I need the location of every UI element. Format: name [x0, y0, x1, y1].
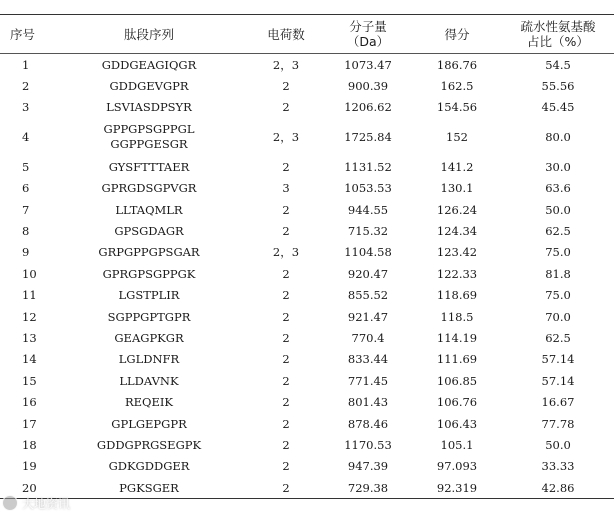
cell-sequence [50, 263, 248, 284]
cell-molecular-weight: 878.46 [347, 416, 389, 431]
cell-charge: 2 [282, 437, 290, 452]
header-hydro-line2: 占比（%） [527, 34, 589, 49]
sequence-line: GDDGPRGSEGPK [96, 437, 202, 452]
table-row [0, 349, 614, 370]
cell-score: 92.319 [412, 477, 502, 499]
table-row [0, 156, 614, 177]
cell-index: 1 [22, 57, 30, 72]
cell-hydrophobic-ratio: 62.5 [545, 224, 571, 239]
cell-hydrophobic-ratio: 30.0 [545, 159, 571, 174]
cell-sequence [50, 118, 248, 156]
cell-index: 13 [22, 330, 37, 345]
sequence-line: GDDGEAGIQGR [101, 57, 197, 72]
cell-hydrophobic-ratio: 81.8 [545, 266, 571, 281]
sequence-line: LGLDNFR [118, 352, 180, 367]
table-row [0, 178, 614, 199]
cell-score: 106.43 [436, 416, 478, 431]
sequence-line: GPRGDSGPVGR [101, 181, 197, 196]
cell-sequence [50, 370, 248, 391]
table-row [0, 199, 614, 220]
cell-hydrophobic-ratio: 57.14 [541, 373, 575, 388]
sequence-line: LLDAVNK [119, 373, 179, 388]
cell-score: 186.76 [436, 57, 478, 72]
cell-charge: 2 [282, 330, 290, 345]
header-hydro-line1: 疏水性氨基酸 [520, 19, 596, 34]
cell-hydrophobic-ratio: 80.0 [545, 129, 571, 144]
cell-sequence [50, 242, 248, 263]
header-charge: 电荷数 [248, 15, 324, 54]
cell-score: 130.1 [440, 181, 474, 196]
cell-index: 4 [22, 129, 30, 144]
cell-hydrophobic-ratio: 57.14 [541, 352, 575, 367]
sequence-line: GPLGEPGPR [111, 416, 187, 431]
header-row [0, 15, 614, 54]
cell-molecular-weight: 1206.62 [344, 100, 392, 115]
table-row [0, 285, 614, 306]
cell-charge: 3 [282, 181, 290, 196]
table-row [0, 263, 614, 284]
cell-sequence [50, 54, 248, 76]
cell-hydrophobic-ratio: 63.6 [545, 181, 571, 196]
cell-charge: 2 [282, 159, 290, 174]
cell-index: 12 [22, 309, 37, 324]
cell-charge: 2 [282, 266, 290, 281]
cell-molecular-weight: 947.39 [347, 459, 389, 474]
cell-molecular-weight: 855.52 [347, 288, 389, 303]
cell-sequence [50, 391, 248, 412]
sequence-line: PGKSGER [119, 480, 179, 495]
cell-sequence [50, 156, 248, 177]
table-row [0, 242, 614, 263]
cell-hydrophobic-ratio: 55.56 [541, 79, 575, 94]
cell-charge: 2 [282, 395, 290, 410]
cell-molecular-weight: 1725.84 [344, 129, 392, 144]
cell-molecular-weight: 1073.47 [344, 57, 392, 72]
table-row [0, 54, 614, 76]
cell-score: 141.2 [440, 159, 474, 174]
cell-molecular-weight: 921.47 [347, 309, 389, 324]
cell-index: 18 [22, 437, 37, 452]
cell-molecular-weight: 770.4 [351, 330, 385, 345]
cell-index: 20 [0, 477, 50, 499]
cell-molecular-weight: 833.44 [347, 352, 389, 367]
cell-hydrophobic-ratio: 75.0 [545, 288, 571, 303]
cell-index: 3 [22, 100, 30, 115]
table-row [0, 327, 614, 348]
cell-index: 10 [22, 266, 37, 281]
cell-molecular-weight: 729.38 [324, 477, 412, 499]
header-score: 得分 [412, 15, 502, 54]
sequence-line: GRPGPPGPSGAR [98, 245, 200, 260]
table-header [0, 15, 614, 54]
table-row [0, 413, 614, 434]
sequence-line: GPRGPSGPPGK [102, 266, 196, 281]
cell-sequence [50, 199, 248, 220]
cell-score: 152 [446, 129, 468, 144]
cell-index: 16 [22, 395, 37, 410]
sequence-line: REQEIK [124, 395, 173, 410]
header-molecular-weight [324, 15, 412, 54]
cell-sequence [50, 97, 248, 118]
cell-sequence [50, 327, 248, 348]
cell-molecular-weight: 920.47 [347, 266, 389, 281]
sequence-line: GPSGDAGR [114, 224, 184, 239]
cell-index: 9 [22, 245, 30, 260]
watermark [2, 494, 70, 512]
cell-score: 111.69 [436, 352, 478, 367]
cell-score: 114.19 [436, 330, 478, 345]
cell-molecular-weight: 1104.58 [344, 245, 392, 260]
sequence-line: GDKGDDGER [108, 459, 190, 474]
sequence-line: GGPPGESGR [110, 137, 188, 152]
table-row [0, 118, 614, 156]
watermark-text: 大地资讯 [22, 496, 71, 511]
cell-sequence [50, 349, 248, 370]
cell-score: 118.69 [436, 288, 478, 303]
table-row [0, 391, 614, 412]
cell-charge: 2 [282, 79, 290, 94]
table-row [0, 456, 614, 477]
cell-charge: 2，3 [272, 129, 300, 144]
table-row [0, 434, 614, 455]
cell-molecular-weight: 944.55 [347, 202, 389, 217]
header-index: 序号 [0, 15, 50, 54]
cell-score: 162.5 [440, 79, 474, 94]
table-row [0, 306, 614, 327]
cell-molecular-weight: 1170.53 [344, 437, 392, 452]
cell-score: 105.1 [440, 437, 474, 452]
cell-index: 7 [22, 202, 30, 217]
cell-hydrophobic-ratio: 75.0 [545, 245, 571, 260]
cell-molecular-weight: 1131.52 [344, 159, 392, 174]
cell-charge: 2 [282, 373, 290, 388]
cell-index: 8 [22, 224, 30, 239]
cell-sequence [50, 75, 248, 96]
cell-charge: 2，3 [272, 57, 300, 72]
cell-score: 106.76 [436, 395, 478, 410]
cell-hydrophobic-ratio: 50.0 [545, 437, 571, 452]
cell-score: 123.42 [436, 245, 478, 260]
cell-score: 118.5 [440, 309, 474, 324]
cell-charge: 2 [248, 477, 324, 499]
cell-charge: 2 [282, 202, 290, 217]
cell-charge: 2 [282, 459, 290, 474]
cell-molecular-weight: 771.45 [347, 373, 389, 388]
cell-score: 122.33 [436, 266, 478, 281]
cell-sequence [50, 178, 248, 199]
table-row [0, 477, 614, 499]
cell-sequence [50, 434, 248, 455]
header-hydrophobic-ratio [502, 15, 614, 54]
sequence-line: GYSFTTTAER [108, 159, 190, 174]
cell-hydrophobic-ratio: 62.5 [545, 330, 571, 345]
cell-hydrophobic-ratio: 70.0 [545, 309, 571, 324]
cell-sequence [50, 477, 248, 499]
cell-charge: 2 [282, 352, 290, 367]
cell-score: 124.34 [436, 224, 478, 239]
cell-hydrophobic-ratio: 16.67 [541, 395, 575, 410]
cell-charge: 2 [282, 288, 290, 303]
sequence-line: GDDGEVGPR [109, 79, 189, 94]
sequence-line: GPPGPSGPPGL [103, 122, 195, 137]
cell-score: 126.24 [436, 202, 478, 217]
table-row [0, 97, 614, 118]
sequence-line: SGPPGPTGPR [107, 309, 191, 324]
cell-hydrophobic-ratio: 42.86 [502, 477, 614, 499]
header-sequence: 肽段序列 [50, 15, 248, 54]
cell-charge: 2 [282, 416, 290, 431]
cell-index: 5 [22, 159, 30, 174]
cell-charge: 2 [282, 224, 290, 239]
table-row [0, 75, 614, 96]
cell-sequence [50, 456, 248, 477]
cell-charge: 2 [282, 100, 290, 115]
cell-score: 97.093 [436, 459, 478, 474]
table-body [0, 54, 614, 499]
peptide-table [0, 14, 614, 499]
cell-hydrophobic-ratio: 45.45 [541, 100, 575, 115]
cell-hydrophobic-ratio: 77.78 [541, 416, 575, 431]
cell-index: 15 [22, 373, 37, 388]
sequence-line: LSVIASDPSYR [106, 100, 192, 115]
header-mw-line1: 分子量 [349, 19, 387, 34]
cell-sequence [50, 220, 248, 241]
cell-index: 14 [22, 352, 37, 367]
cell-index: 11 [22, 288, 37, 303]
peptide-table-container [0, 14, 614, 499]
cell-sequence [50, 413, 248, 434]
cell-score: 106.85 [436, 373, 478, 388]
sequence-line: GEAGPKGR [114, 330, 184, 345]
cell-molecular-weight: 1053.53 [344, 181, 392, 196]
cell-charge: 2，3 [272, 245, 300, 260]
cell-molecular-weight: 715.32 [347, 224, 389, 239]
sequence-line: LGSTPLIR [118, 288, 180, 303]
cell-molecular-weight: 900.39 [347, 79, 389, 94]
cell-molecular-weight: 801.43 [347, 395, 389, 410]
cell-index: 19 [22, 459, 37, 474]
cell-score: 154.56 [436, 100, 478, 115]
cell-sequence [50, 306, 248, 327]
cell-charge: 2 [282, 309, 290, 324]
cell-hydrophobic-ratio: 50.0 [545, 202, 571, 217]
cell-index: 6 [22, 181, 30, 196]
cell-hydrophobic-ratio: 54.5 [545, 57, 571, 72]
watermark-logo-icon [2, 495, 18, 511]
cell-hydrophobic-ratio: 33.33 [541, 459, 575, 474]
cell-sequence [50, 285, 248, 306]
table-row [0, 220, 614, 241]
cell-index: 17 [22, 416, 37, 431]
table-row [0, 370, 614, 391]
header-mw-line2: （Da） [346, 34, 390, 49]
cell-index: 2 [22, 79, 30, 94]
sequence-line: LLTAQMLR [115, 202, 183, 217]
